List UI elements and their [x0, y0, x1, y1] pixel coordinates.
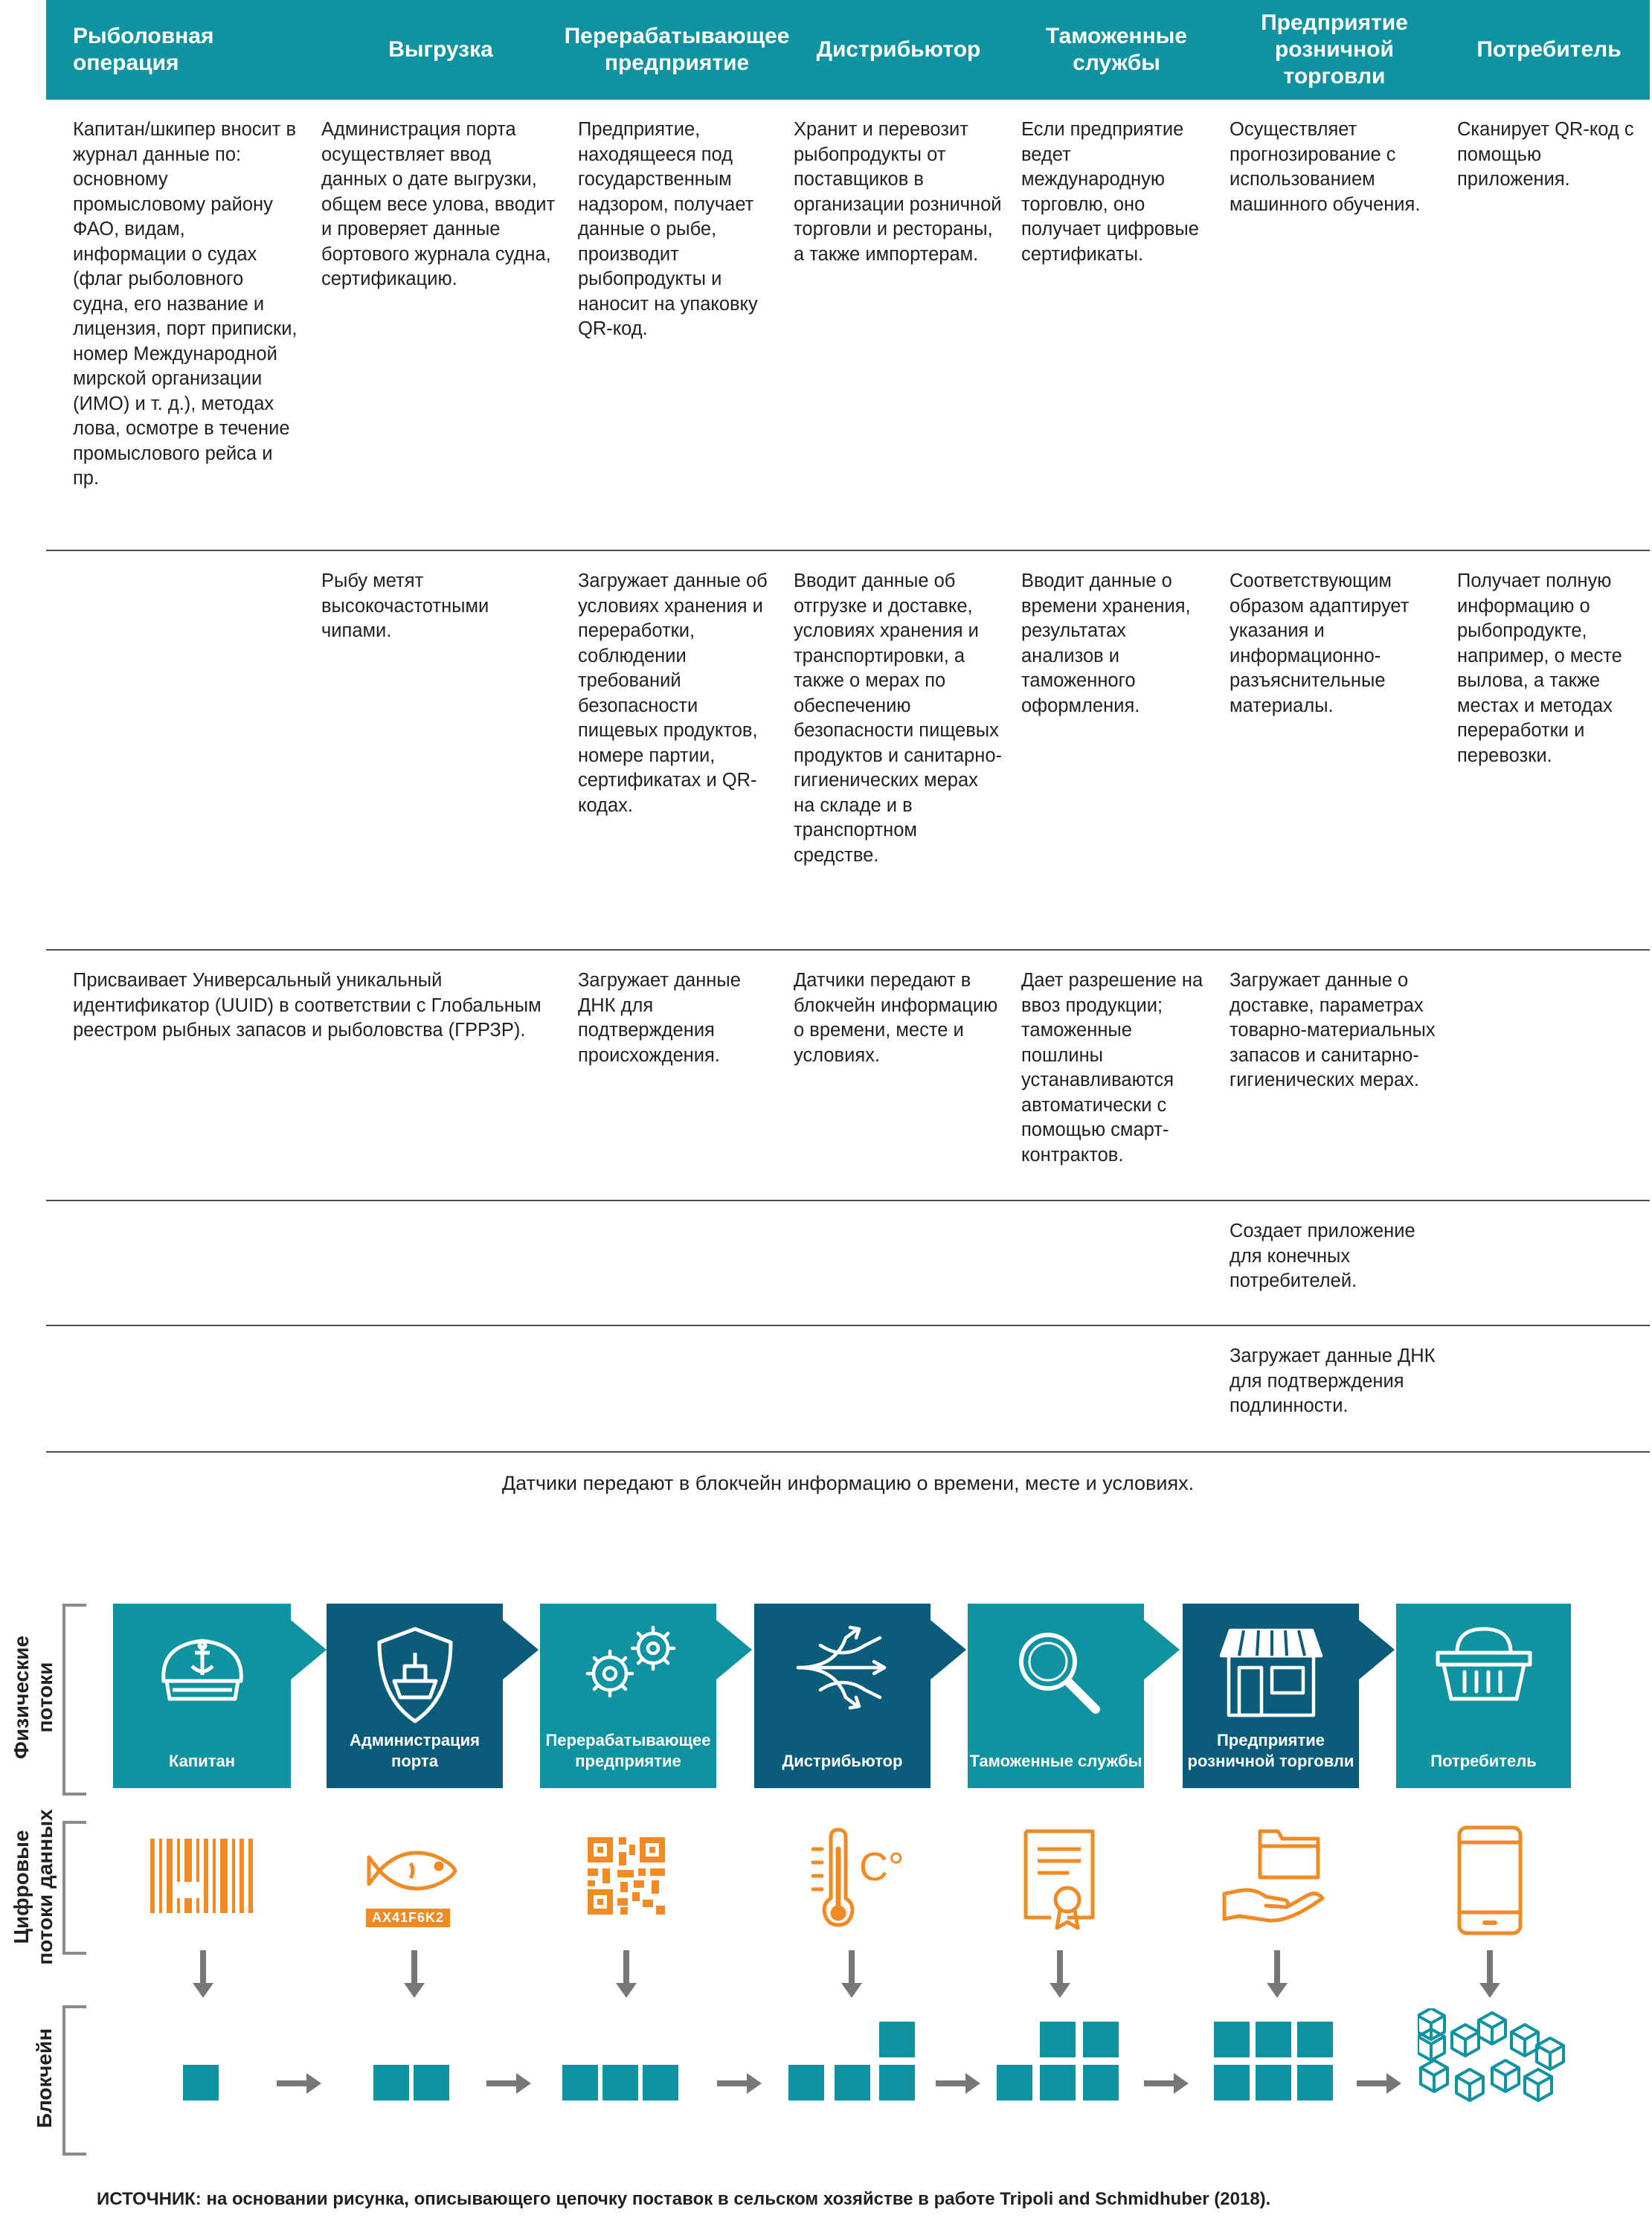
block: [835, 2065, 870, 2101]
table-cell: [1448, 951, 1650, 1200]
row-label-line: потоки данных: [33, 1809, 57, 1965]
table-cell: Предприятие, находящееся под государственным надзором, получает данные о рыбе, производит рыбопродукты и наносит на упаковку QR-код.: [578, 119, 758, 339]
flow-chevron: [1359, 1620, 1395, 1680]
right-arrow-icon: [1144, 2072, 1189, 2095]
table-cell: Осуществляет прогнозирование с использованием машинного обучения.: [1230, 119, 1421, 215]
table-cell: Загружает данные ДНК для подтверждения происхождения.: [578, 970, 741, 1066]
supply-chain-table: [46, 0, 1650, 1512]
row-label-blockchain: [33, 2008, 57, 2149]
block: [1297, 2065, 1333, 2101]
flow-label: Потребитель: [1430, 1752, 1537, 1770]
block: [602, 2065, 638, 2101]
table-cell: Загружает данные ДНК для подтверждения подлинности.: [1230, 1346, 1436, 1416]
table-cell: Капитан/шкипер вносит в журнал данные по: основному промысловому району ФАО, видам, информации о судах (флаг рыболовного судна, его название и лицензия, порт приписки, номер Международной мирской организации (ИМО) и т. д.), методах лова, осмотре в течение промыслового рейса и пр.: [73, 119, 298, 489]
down-arrow-icon: [1479, 1950, 1501, 1999]
flow-box-port: [327, 1604, 503, 1788]
row-label-line: Физические: [10, 1635, 33, 1760]
flow-box-retail: [1183, 1604, 1359, 1788]
flow-box-captain: [113, 1604, 291, 1788]
row-label-line: потоки: [33, 1662, 57, 1733]
smartphone-icon: [1456, 1825, 1523, 1936]
block: [1083, 2065, 1119, 2101]
folder-hand-icon: [1221, 1828, 1325, 1925]
table-cell: Датчики передают в блокчейн информацию о времени, месте и условиях.: [794, 970, 998, 1066]
flow-box-distributor: [754, 1604, 931, 1788]
table-cell: Загружает данные об условиях хранения и переработки, соблюдении требований безопасности пищевых продуктов, номере партии, сертификатах и QR-кодах.: [578, 570, 768, 816]
right-arrow-icon: [277, 2072, 321, 2095]
table-cell-empty: [1448, 1201, 1650, 1325]
header-fishing-operation: Рыболовная операция: [73, 24, 214, 75]
header-consumer: Потребитель: [1476, 37, 1622, 62]
header-customs: Таможенные службы: [1045, 24, 1188, 75]
block: [879, 2065, 915, 2101]
block: [1214, 2022, 1250, 2057]
physical-bracket: [62, 1604, 86, 1796]
flow-box-consumer: [1396, 1604, 1571, 1788]
table-cell: Если предприятие ведет международную торговлю, оно получает цифровые сертификаты.: [1021, 119, 1199, 265]
certificate-icon: [1021, 1828, 1103, 1932]
down-arrow-icon: [1049, 1950, 1071, 1999]
right-arrow-icon: [717, 2072, 762, 2095]
block: [1256, 2022, 1291, 2057]
table-cell: Дает разрешение на ввоз продукции; таможенные пошлины устанавливаются автоматически с помощью смарт-контрактов.: [1021, 970, 1203, 1166]
block: [1214, 2065, 1250, 2101]
digital-bracket: [62, 1821, 86, 1955]
table-cell: Соответствующим образом адаптирует указания и информационно-разъяснительные материалы.: [1230, 570, 1410, 716]
flow-chevron: [503, 1620, 539, 1680]
table-row: [46, 551, 1650, 951]
table-row: [46, 1201, 1650, 1326]
row-label-physical: [10, 1634, 57, 1761]
flow-box-processing: [540, 1604, 716, 1788]
table-cell: Рыбу метят высокочастотными чипами.: [321, 570, 489, 641]
captain-hat-icon: [150, 1623, 254, 1712]
flow-label: Перерабатывающее предприятие: [545, 1731, 711, 1770]
table-row: [46, 1326, 1650, 1453]
header-distributor: Дистрибьютор: [816, 37, 981, 62]
flow-label: Предприятие розничной торговли: [1187, 1731, 1354, 1770]
fish-tag-label: AX41F6K2: [366, 1909, 450, 1927]
row-label-line: Цифровые: [10, 1830, 33, 1944]
blockchain-cubes-icon: [1418, 2008, 1566, 2112]
table-cell: Хранит и перевозит рыбопродукты от поставщиков в организации розничной торговли и рестораны, а также импортерам.: [794, 119, 1002, 265]
ship-shield-icon: [370, 1623, 460, 1727]
table-row: [46, 100, 1650, 551]
thermometer-icon: [806, 1827, 910, 1931]
flow-label: Капитан: [168, 1752, 236, 1770]
flow-label: Администрация порта: [349, 1731, 481, 1770]
block: [183, 2065, 219, 2101]
block: [788, 2065, 824, 2101]
table-cell: Вводит данные о времени хранения, результатах анализов и таможенного оформления.: [1021, 570, 1191, 716]
gears-icon: [573, 1623, 684, 1705]
block: [1297, 2022, 1333, 2057]
flow-box-customs: [968, 1604, 1144, 1788]
flow-chevron: [716, 1620, 752, 1680]
table-cell: Загружает данные о доставке, параметрах товарно-материальных запасов и санитарно-гигиенических мерах.: [1230, 970, 1436, 1090]
block: [373, 2065, 409, 2101]
row-label-digital: [10, 1798, 57, 1976]
block: [1083, 2022, 1119, 2057]
blockchain-bracket: [62, 2005, 86, 2156]
table-cell: Создает приложение для конечных потребителей.: [1230, 1221, 1415, 1291]
thermometer-unit: C°: [859, 1845, 904, 1889]
block: [1040, 2065, 1076, 2101]
table-header: [46, 0, 1650, 100]
block: [643, 2065, 678, 2101]
sensor-note: Датчики передают в блокчейн информацию о времени, месте и условиях.: [501, 1472, 1195, 1494]
table-cell-empty: [46, 1326, 1221, 1451]
right-arrow-icon: [486, 2072, 531, 2095]
table-cell-span: Присваивает Универсальный уникальный идентификатор (UUID) в соответствии с Глобальным реестром рыбных запасов и рыболовства (ГРРЗР).: [73, 970, 541, 1041]
header-retail: Предприятие розничной торговли: [1261, 10, 1408, 89]
flow-chevron: [931, 1620, 966, 1680]
header-processing: Перерабатывающее предприятие: [564, 24, 790, 75]
table-cell: Получает полную информацию о рыбопродукте, например, о месте вылова, а также местах и методах переработки и перевозки.: [1457, 570, 1622, 766]
block: [879, 2022, 915, 2057]
down-arrow-icon: [192, 1950, 214, 1999]
flow-chevron: [291, 1620, 327, 1680]
storefront-icon: [1215, 1623, 1327, 1720]
row-label-line: Блокчейн: [33, 2028, 56, 2129]
table-cell: Сканирует QR-код с помощью приложения.: [1457, 119, 1634, 190]
barcode-icon: [146, 1836, 257, 1918]
block: [1256, 2065, 1291, 2101]
block: [997, 2065, 1032, 2101]
table-cell: Вводит данные об отгрузке и доставке, условиях хранения и транспортировки, а также о мерах по обеспечению безопасности пищевых продуктов и санитарно-гигиенических мерах на складе и в транспортном средстве.: [794, 570, 1002, 866]
right-arrow-icon: [936, 2072, 980, 2095]
table-cell: Администрация порта осуществляет ввод данных о дате выгрузки, общем весе улова, вводит и проверяет данные бортового журнала судна, сертификацию.: [321, 119, 556, 289]
table-cell: [46, 551, 312, 949]
down-arrow-icon: [403, 1950, 425, 1999]
down-arrow-icon: [1266, 1950, 1288, 1999]
block: [1040, 2022, 1076, 2057]
flow-label: Дистрибьютор: [782, 1752, 903, 1770]
qr-code-icon: [588, 1837, 665, 1915]
block: [562, 2065, 598, 2101]
source-note: ИСТОЧНИК: на основании рисунка, описывающего цепочку поставок в сельском хозяйстве в работе Tripoli and Schmidhuber (2018).: [97, 2189, 1271, 2209]
distribution-arrows-icon: [791, 1623, 895, 1712]
block: [414, 2065, 449, 2101]
header-landing: Выгрузка: [388, 37, 493, 62]
fish-tag-icon: [366, 1841, 463, 1900]
flow-chevron: [1144, 1620, 1180, 1680]
basket-icon: [1432, 1623, 1536, 1705]
down-arrow-icon: [841, 1950, 863, 1999]
magnifier-icon: [1008, 1623, 1105, 1720]
table-row: [46, 951, 1650, 1201]
table-cell-empty: [46, 1201, 1221, 1325]
down-arrow-icon: [615, 1950, 637, 1999]
table-cell-empty: [1448, 1326, 1650, 1451]
flow-label: Таможенные службы: [969, 1752, 1142, 1770]
right-arrow-icon: [1357, 2072, 1401, 2095]
